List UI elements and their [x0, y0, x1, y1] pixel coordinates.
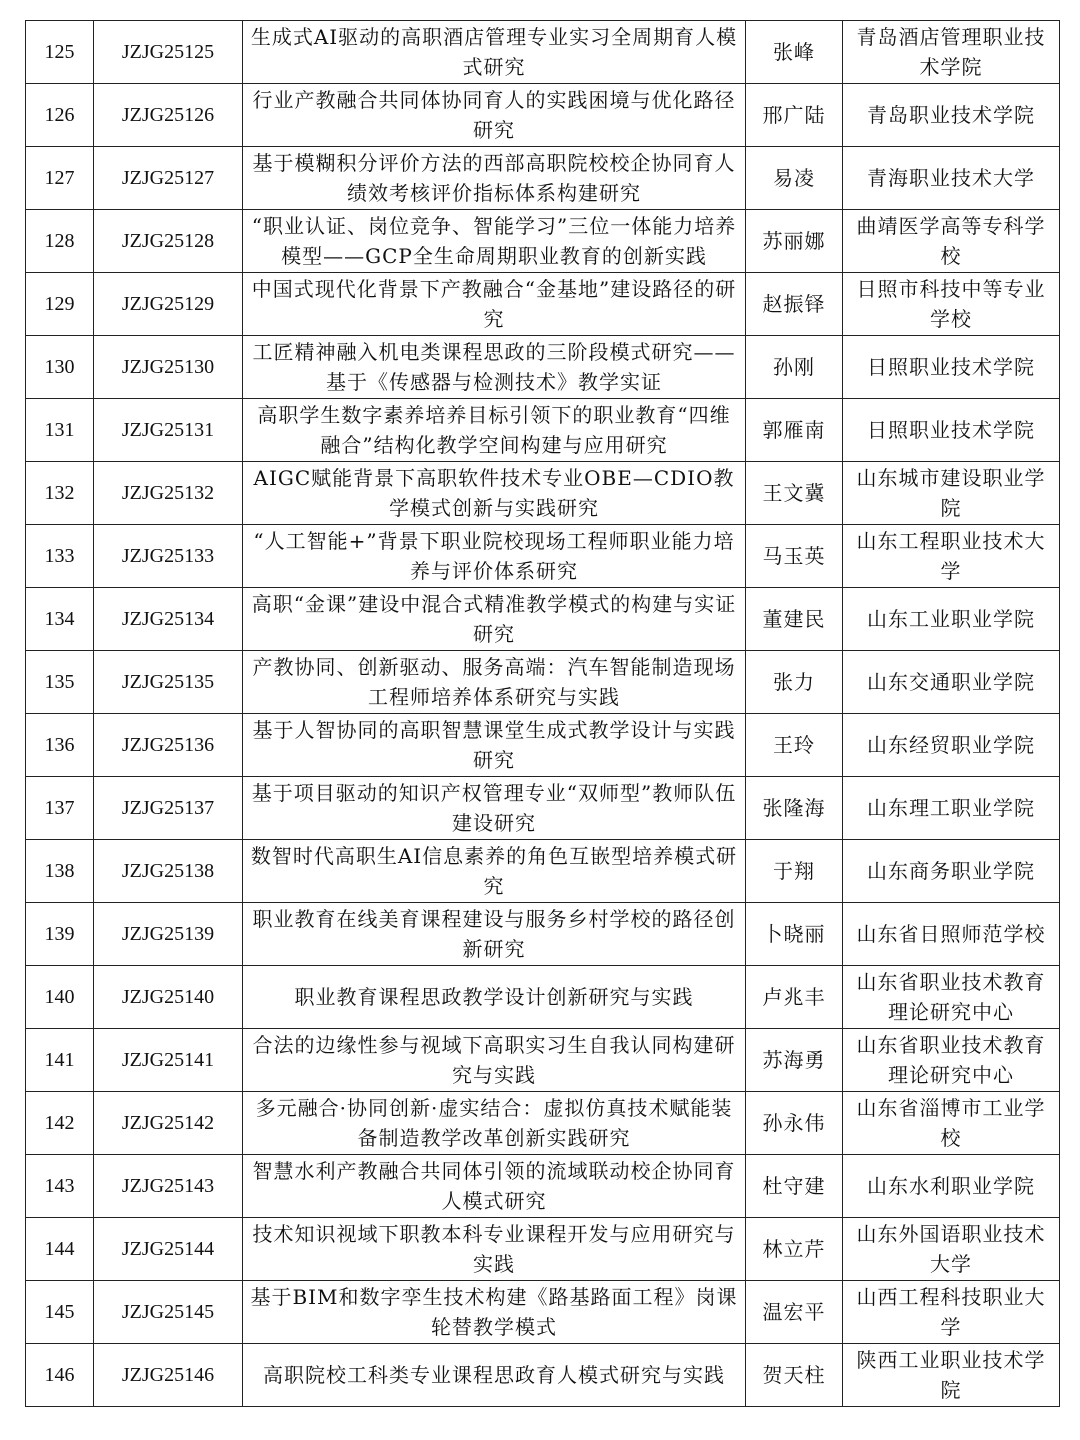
row-number: 131 [26, 399, 94, 462]
row-number: 145 [26, 1281, 94, 1344]
project-code: JZJG25146 [94, 1344, 243, 1407]
project-leader: 林立芹 [746, 1218, 843, 1281]
project-title: 基于BIM和数字孪生技术构建《路基路面工程》岗课轮替教学模式 [243, 1281, 746, 1344]
project-code: JZJG25136 [94, 714, 243, 777]
project-code: JZJG25145 [94, 1281, 243, 1344]
project-leader: 张峰 [746, 21, 843, 84]
project-organization: 山东外国语职业技术大学 [843, 1218, 1060, 1281]
project-leader: 邢广陆 [746, 84, 843, 147]
project-leader: 孙永伟 [746, 1092, 843, 1155]
project-leader: 易凌 [746, 147, 843, 210]
row-number: 136 [26, 714, 94, 777]
table-row [26, 84, 1060, 147]
project-title: 基于人智协同的高职智慧课堂生成式教学设计与实践研究 [243, 714, 746, 777]
project-title: 技术知识视域下职教本科专业课程开发与应用研究与实践 [243, 1218, 746, 1281]
project-code: JZJG25134 [94, 588, 243, 651]
table-row [26, 210, 1060, 273]
project-leader: 孙刚 [746, 336, 843, 399]
table-row [26, 903, 1060, 966]
project-code: JZJG25131 [94, 399, 243, 462]
project-code: JZJG25125 [94, 21, 243, 84]
table-row [26, 1092, 1060, 1155]
project-leader: 郭雁南 [746, 399, 843, 462]
table-row [26, 840, 1060, 903]
row-number: 144 [26, 1218, 94, 1281]
row-number: 125 [26, 21, 94, 84]
project-list-table [25, 20, 1060, 1407]
table-row [26, 21, 1060, 84]
project-organization: 山东水利职业学院 [843, 1155, 1060, 1218]
row-number: 133 [26, 525, 94, 588]
project-organization: 日照市科技中等专业学校 [843, 273, 1060, 336]
project-organization: 山东理工职业学院 [843, 777, 1060, 840]
row-number: 134 [26, 588, 94, 651]
table-row [26, 1344, 1060, 1407]
row-number: 143 [26, 1155, 94, 1218]
project-organization: 日照职业技术学院 [843, 336, 1060, 399]
project-leader: 张隆海 [746, 777, 843, 840]
project-organization: 山东工业职业学院 [843, 588, 1060, 651]
project-title: 职业教育课程思政教学设计创新研究与实践 [243, 966, 746, 1029]
row-number: 129 [26, 273, 94, 336]
project-leader: 卢兆丰 [746, 966, 843, 1029]
project-code: JZJG25140 [94, 966, 243, 1029]
project-organization: 山东商务职业学院 [843, 840, 1060, 903]
project-code: JZJG25142 [94, 1092, 243, 1155]
row-number: 137 [26, 777, 94, 840]
row-number: 146 [26, 1344, 94, 1407]
table-row [26, 273, 1060, 336]
project-title: 基于项目驱动的知识产权管理专业“双师型”教师队伍建设研究 [243, 777, 746, 840]
project-title: 生成式AI驱动的高职酒店管理专业实习全周期育人模式研究 [243, 21, 746, 84]
project-title: “职业认证、岗位竞争、智能学习”三位一体能力培养模型——GCP全生命周期职业教育的创新实践 [243, 210, 746, 273]
project-title: 高职院校工科类专业课程思政育人模式研究与实践 [243, 1344, 746, 1407]
row-number: 139 [26, 903, 94, 966]
table-row [26, 1029, 1060, 1092]
project-organization: 山东省职业技术教育理论研究中心 [843, 1029, 1060, 1092]
project-leader: 苏海勇 [746, 1029, 843, 1092]
project-leader: 温宏平 [746, 1281, 843, 1344]
project-title: 合法的边缘性参与视域下高职实习生自我认同构建研究与实践 [243, 1029, 746, 1092]
project-title: AIGC赋能背景下高职软件技术专业OBE—CDIO教学模式创新与实践研究 [243, 462, 746, 525]
project-leader: 马玉英 [746, 525, 843, 588]
project-code: JZJG25141 [94, 1029, 243, 1092]
project-code: JZJG25138 [94, 840, 243, 903]
project-leader: 董建民 [746, 588, 843, 651]
table-row [26, 336, 1060, 399]
project-code: JZJG25128 [94, 210, 243, 273]
table-row [26, 399, 1060, 462]
project-organization: 山东省淄博市工业学校 [843, 1092, 1060, 1155]
row-number: 130 [26, 336, 94, 399]
project-organization: 山东经贸职业学院 [843, 714, 1060, 777]
project-leader: 王玲 [746, 714, 843, 777]
project-leader: 于翔 [746, 840, 843, 903]
project-organization: 山东城市建设职业学院 [843, 462, 1060, 525]
project-title: 多元融合·协同创新·虚实结合：虚拟仿真技术赋能装备制造教学改革创新实践研究 [243, 1092, 746, 1155]
project-code: JZJG25129 [94, 273, 243, 336]
project-leader: 贺天柱 [746, 1344, 843, 1407]
project-code: JZJG25137 [94, 777, 243, 840]
table-row [26, 588, 1060, 651]
project-organization: 曲靖医学高等专科学校 [843, 210, 1060, 273]
project-leader: 赵振铎 [746, 273, 843, 336]
row-number: 138 [26, 840, 94, 903]
project-title: 基于模糊积分评价方法的西部高职院校校企协同育人绩效考核评价指标体系构建研究 [243, 147, 746, 210]
project-title: 中国式现代化背景下产教融合“金基地”建设路径的研究 [243, 273, 746, 336]
project-leader: 张力 [746, 651, 843, 714]
table-row [26, 714, 1060, 777]
project-code: JZJG25130 [94, 336, 243, 399]
project-code: JZJG25132 [94, 462, 243, 525]
project-organization: 山东工程职业技术大学 [843, 525, 1060, 588]
project-organization: 青海职业技术大学 [843, 147, 1060, 210]
table-row [26, 777, 1060, 840]
project-title: 数智时代高职生AI信息素养的角色互嵌型培养模式研究 [243, 840, 746, 903]
project-title: “人工智能+”背景下职业院校现场工程师职业能力培养与评价体系研究 [243, 525, 746, 588]
project-organization: 山东交通职业学院 [843, 651, 1060, 714]
project-title: 高职学生数字素养培养目标引领下的职业教育“四维融合”结构化教学空间构建与应用研究 [243, 399, 746, 462]
project-leader: 王文冀 [746, 462, 843, 525]
project-leader: 杜守建 [746, 1155, 843, 1218]
table-row [26, 1218, 1060, 1281]
project-code: JZJG25127 [94, 147, 243, 210]
project-title: 产教协同、创新驱动、服务高端：汽车智能制造现场工程师培养体系研究与实践 [243, 651, 746, 714]
table-row [26, 966, 1060, 1029]
row-number: 126 [26, 84, 94, 147]
row-number: 140 [26, 966, 94, 1029]
project-organization: 山东省职业技术教育理论研究中心 [843, 966, 1060, 1029]
project-organization: 青岛酒店管理职业技术学院 [843, 21, 1060, 84]
project-leader: 卜晓丽 [746, 903, 843, 966]
table-row [26, 1155, 1060, 1218]
row-number: 127 [26, 147, 94, 210]
project-title: 智慧水利产教融合共同体引领的流域联动校企协同育人模式研究 [243, 1155, 746, 1218]
row-number: 128 [26, 210, 94, 273]
project-code: JZJG25139 [94, 903, 243, 966]
project-organization: 山东省日照师范学校 [843, 903, 1060, 966]
project-leader: 苏丽娜 [746, 210, 843, 273]
project-code: JZJG25144 [94, 1218, 243, 1281]
table-row [26, 1281, 1060, 1344]
row-number: 142 [26, 1092, 94, 1155]
project-code: JZJG25135 [94, 651, 243, 714]
row-number: 132 [26, 462, 94, 525]
project-title: 工匠精神融入机电类课程思政的三阶段模式研究——基于《传感器与检测技术》教学实证 [243, 336, 746, 399]
project-title: 行业产教融合共同体协同育人的实践困境与优化路径研究 [243, 84, 746, 147]
project-code: JZJG25143 [94, 1155, 243, 1218]
project-title: 职业教育在线美育课程建设与服务乡村学校的路径创新研究 [243, 903, 746, 966]
project-title: 高职“金课”建设中混合式精准教学模式的构建与实证研究 [243, 588, 746, 651]
table-row [26, 651, 1060, 714]
project-code: JZJG25133 [94, 525, 243, 588]
project-organization: 山西工程科技职业大学 [843, 1281, 1060, 1344]
table-row [26, 462, 1060, 525]
project-code: JZJG25126 [94, 84, 243, 147]
project-organization: 青岛职业技术学院 [843, 84, 1060, 147]
table-body [26, 21, 1060, 1407]
project-organization: 陕西工业职业技术学院 [843, 1344, 1060, 1407]
project-organization: 日照职业技术学院 [843, 399, 1060, 462]
table-row [26, 147, 1060, 210]
table-row [26, 525, 1060, 588]
row-number: 135 [26, 651, 94, 714]
row-number: 141 [26, 1029, 94, 1092]
